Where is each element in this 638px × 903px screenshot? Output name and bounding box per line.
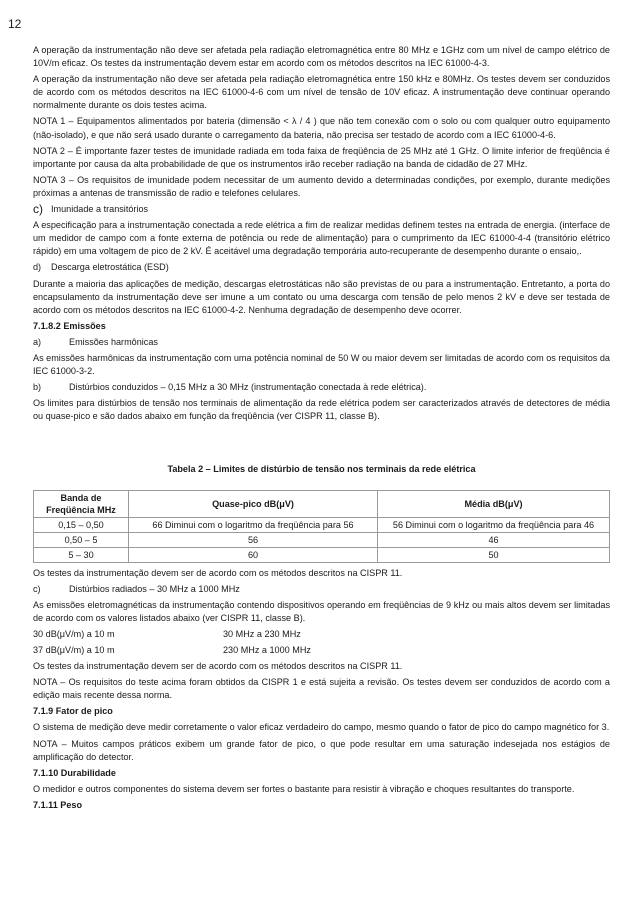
note-2: NOTA 2 – É importante fazer testes de imunidade radiada em toda faixa de freqüência de 25 MHz até 1 GHz. O limite inferior de freqüência é importante por causa da alta probabilidade de que os instrumentos irão receber radiação na banda de cidadão de 27 MHz. <box>33 145 610 169</box>
table-cell: 60 <box>129 547 378 562</box>
table-cell: 0,50 – 5 <box>34 532 129 547</box>
table-row <box>34 532 610 547</box>
table-cell: 5 – 30 <box>34 547 129 562</box>
table-row <box>34 517 610 532</box>
item-letter: b) <box>33 382 42 393</box>
item-title: Distúrbios conduzidos – 0,15 MHz a 30 MHz (instrumentação conectada à rede elétrica). <box>69 382 427 393</box>
section-heading: 7.1.11 Peso <box>33 799 83 810</box>
item-letter: c) <box>33 202 43 217</box>
limits-table <box>33 490 610 563</box>
item-title: Imunidade a transitórios <box>51 204 149 215</box>
item-letter: c) <box>33 583 41 594</box>
table-header: Quase-pico dB(μV) <box>129 490 378 517</box>
paragraph: A operação da instrumentação não deve ser afetada pela radiação eletromagnética entre 150 kHz e 80MHz. Os testes devem ser conduzidos de acordo com os métodos descritos na IEC 61000-4-6 com um nível de tensão de 10V eficaz. A instrumentação deve continuar operando normalmente durante os dois testes acima. <box>33 74 610 111</box>
paragraph: O medidor e outros componentes do sistema devem ser fortes o bastante para resistir à vibração e choques resultantes do transporte. <box>33 783 575 794</box>
paragraph: Os testes da instrumentação devem ser de acordo com os métodos descritos na CISPR 11. <box>33 567 403 578</box>
note-1: NOTA 1 – Equipamentos alimentados por bateria (dimensão < λ / 4 ) que não tem conexão com o solo ou com qualquer outro equipamento (não-isolado), e que não será usado durante o carregamento da bateria, não precisa ser testado de acordo com a IEC 61000-4-6. <box>33 116 610 140</box>
paragraph: A especificação para a instrumentação conectada a rede elétrica a fim de realizar medidas definem testes na entrada de energia. (interface de um medidor de campo com a fonte externa de potência ou rede de alimentação) para o cumprimento da IEC 61000-4-4 (transitório elétrico rápido) em uma voltagem de pico de 2 kV. É aceitável uma degradação temporária auto-recuperante de desempenho durante o ensaio,. <box>33 220 610 257</box>
table-cell: 56 Diminui com o logaritmo da freqüência para 46 <box>378 517 610 532</box>
limit-level: 37 dB(μV/m) a 10 m <box>33 645 115 655</box>
paragraph: Os testes da instrumentação devem ser de acordo com os métodos descritos na CISPR 11. <box>33 661 403 672</box>
item-esd <box>33 261 610 274</box>
note: NOTA – Os requisitos do teste acima foram obtidos da CISPR 1 e está sujeita a revisão. Os testes devem ser conduzidos de acordo com a edição mais recente dessa norma. <box>33 677 610 701</box>
limit-line <box>33 628 610 641</box>
limit-range: 30 MHz a 230 MHz <box>223 628 301 639</box>
paragraph: As emissões harmônicas da instrumentação com uma potência nominal de 50 W ou maior devem ser limitadas de acordo com os requisitos da IEC 61000-3-2. <box>33 352 610 377</box>
table-header: Banda de Freqüência MHz <box>34 490 129 517</box>
paragraph: A operação da instrumentação não deve ser afetada pela radiação eletromagnética entre 80 MHz e 1GHz com um nível de campo elétrico de 10V/m eficaz. Os testes da instrumentação devem estar em acordo com os métodos descritos na IEC 61000-4-3. <box>33 45 610 69</box>
item-title: Distúrbios radiados – 30 MHz a 1000 MHz <box>69 583 240 594</box>
item-letter: a) <box>33 336 42 347</box>
section-heading: 7.1.10 Durabilidade <box>33 767 116 778</box>
table-row <box>34 547 610 562</box>
limit-line <box>33 644 610 657</box>
paragraph: As emissões eletromagnéticas da instrumentação contendo dispositivos operando em freqüências de 9 kHz ou mais altos devem ser limitadas de acordo com os valores listados abaixo (ver CISPR 11, classe B). <box>33 599 610 623</box>
table-cell: 0,15 – 0,50 <box>34 517 129 532</box>
table-caption: Tabela 2 – Limites de distúrbio de tensão nos terminais da rede elétrica <box>167 464 476 475</box>
table-cell: 56 <box>129 532 378 547</box>
page-number: 12 <box>8 17 22 31</box>
table-header: Média dB(μV) <box>378 490 610 517</box>
item-title: Descarga eletrostática (ESD) <box>51 262 169 273</box>
paragraph: O sistema de medição deve medir corretamente o valor eficaz verdadeiro do campo, mesmo quando o fator de pico do campo magnético for 3. <box>33 722 610 733</box>
item-harmonics <box>33 336 610 349</box>
table-cell: 50 <box>378 547 610 562</box>
table-cell: 66 Diminui com o logaritmo da freqüência para 56 <box>129 517 378 532</box>
item-radiated <box>33 583 610 596</box>
paragraph: Os limites para distúrbios de tensão nos terminais de alimentação da rede elétrica podem ser caracterizados através de detectores de média ou quase-pico e são dados abaixo em função da freqüência (ver CISPR 11, classe B). <box>33 398 610 422</box>
note: NOTA – Muitos campos práticos exibem um grande fator de pico, o que pode resultar em uma saturação indesejada nos estágios de amplificação do detector. <box>33 738 610 762</box>
item-conducted <box>33 381 610 394</box>
section-heading: 7.1.9 Fator de pico <box>33 706 113 717</box>
limit-level: 30 dB(μV/m) a 10 m <box>33 628 115 639</box>
note-3: NOTA 3 – Os requisitos de imunidade podem necessitar de um aumento devido a determinadas condições, por exemplo, durante medições próximas a antenas de transmissão de radio e telefones celulares. <box>33 174 610 198</box>
section-heading: 7.1.8.2 Emissões <box>33 320 106 331</box>
page-body <box>33 44 610 815</box>
paragraph: Durante a maioria das aplicações de medição, descargas eletrostáticas não são previstas de ou para a instrumentação. Entretanto, a porta do encapsulamento da instrumentação deve ser imune a um contato ou uma descarga com tensão de pelo menos 2 kV e deve ser testada de acordo com os métodos descritos na IEC 61000-4-2. Nenhuma degradação de desempenho deve ocorrer. <box>33 278 610 315</box>
item-transients <box>33 203 610 216</box>
item-title: Emissões harmônicas <box>69 336 158 347</box>
table-header-row <box>34 490 610 517</box>
table-cell: 46 <box>378 532 610 547</box>
item-letter: d) <box>33 262 42 273</box>
limit-range: 230 MHz a 1000 MHz <box>223 645 311 655</box>
